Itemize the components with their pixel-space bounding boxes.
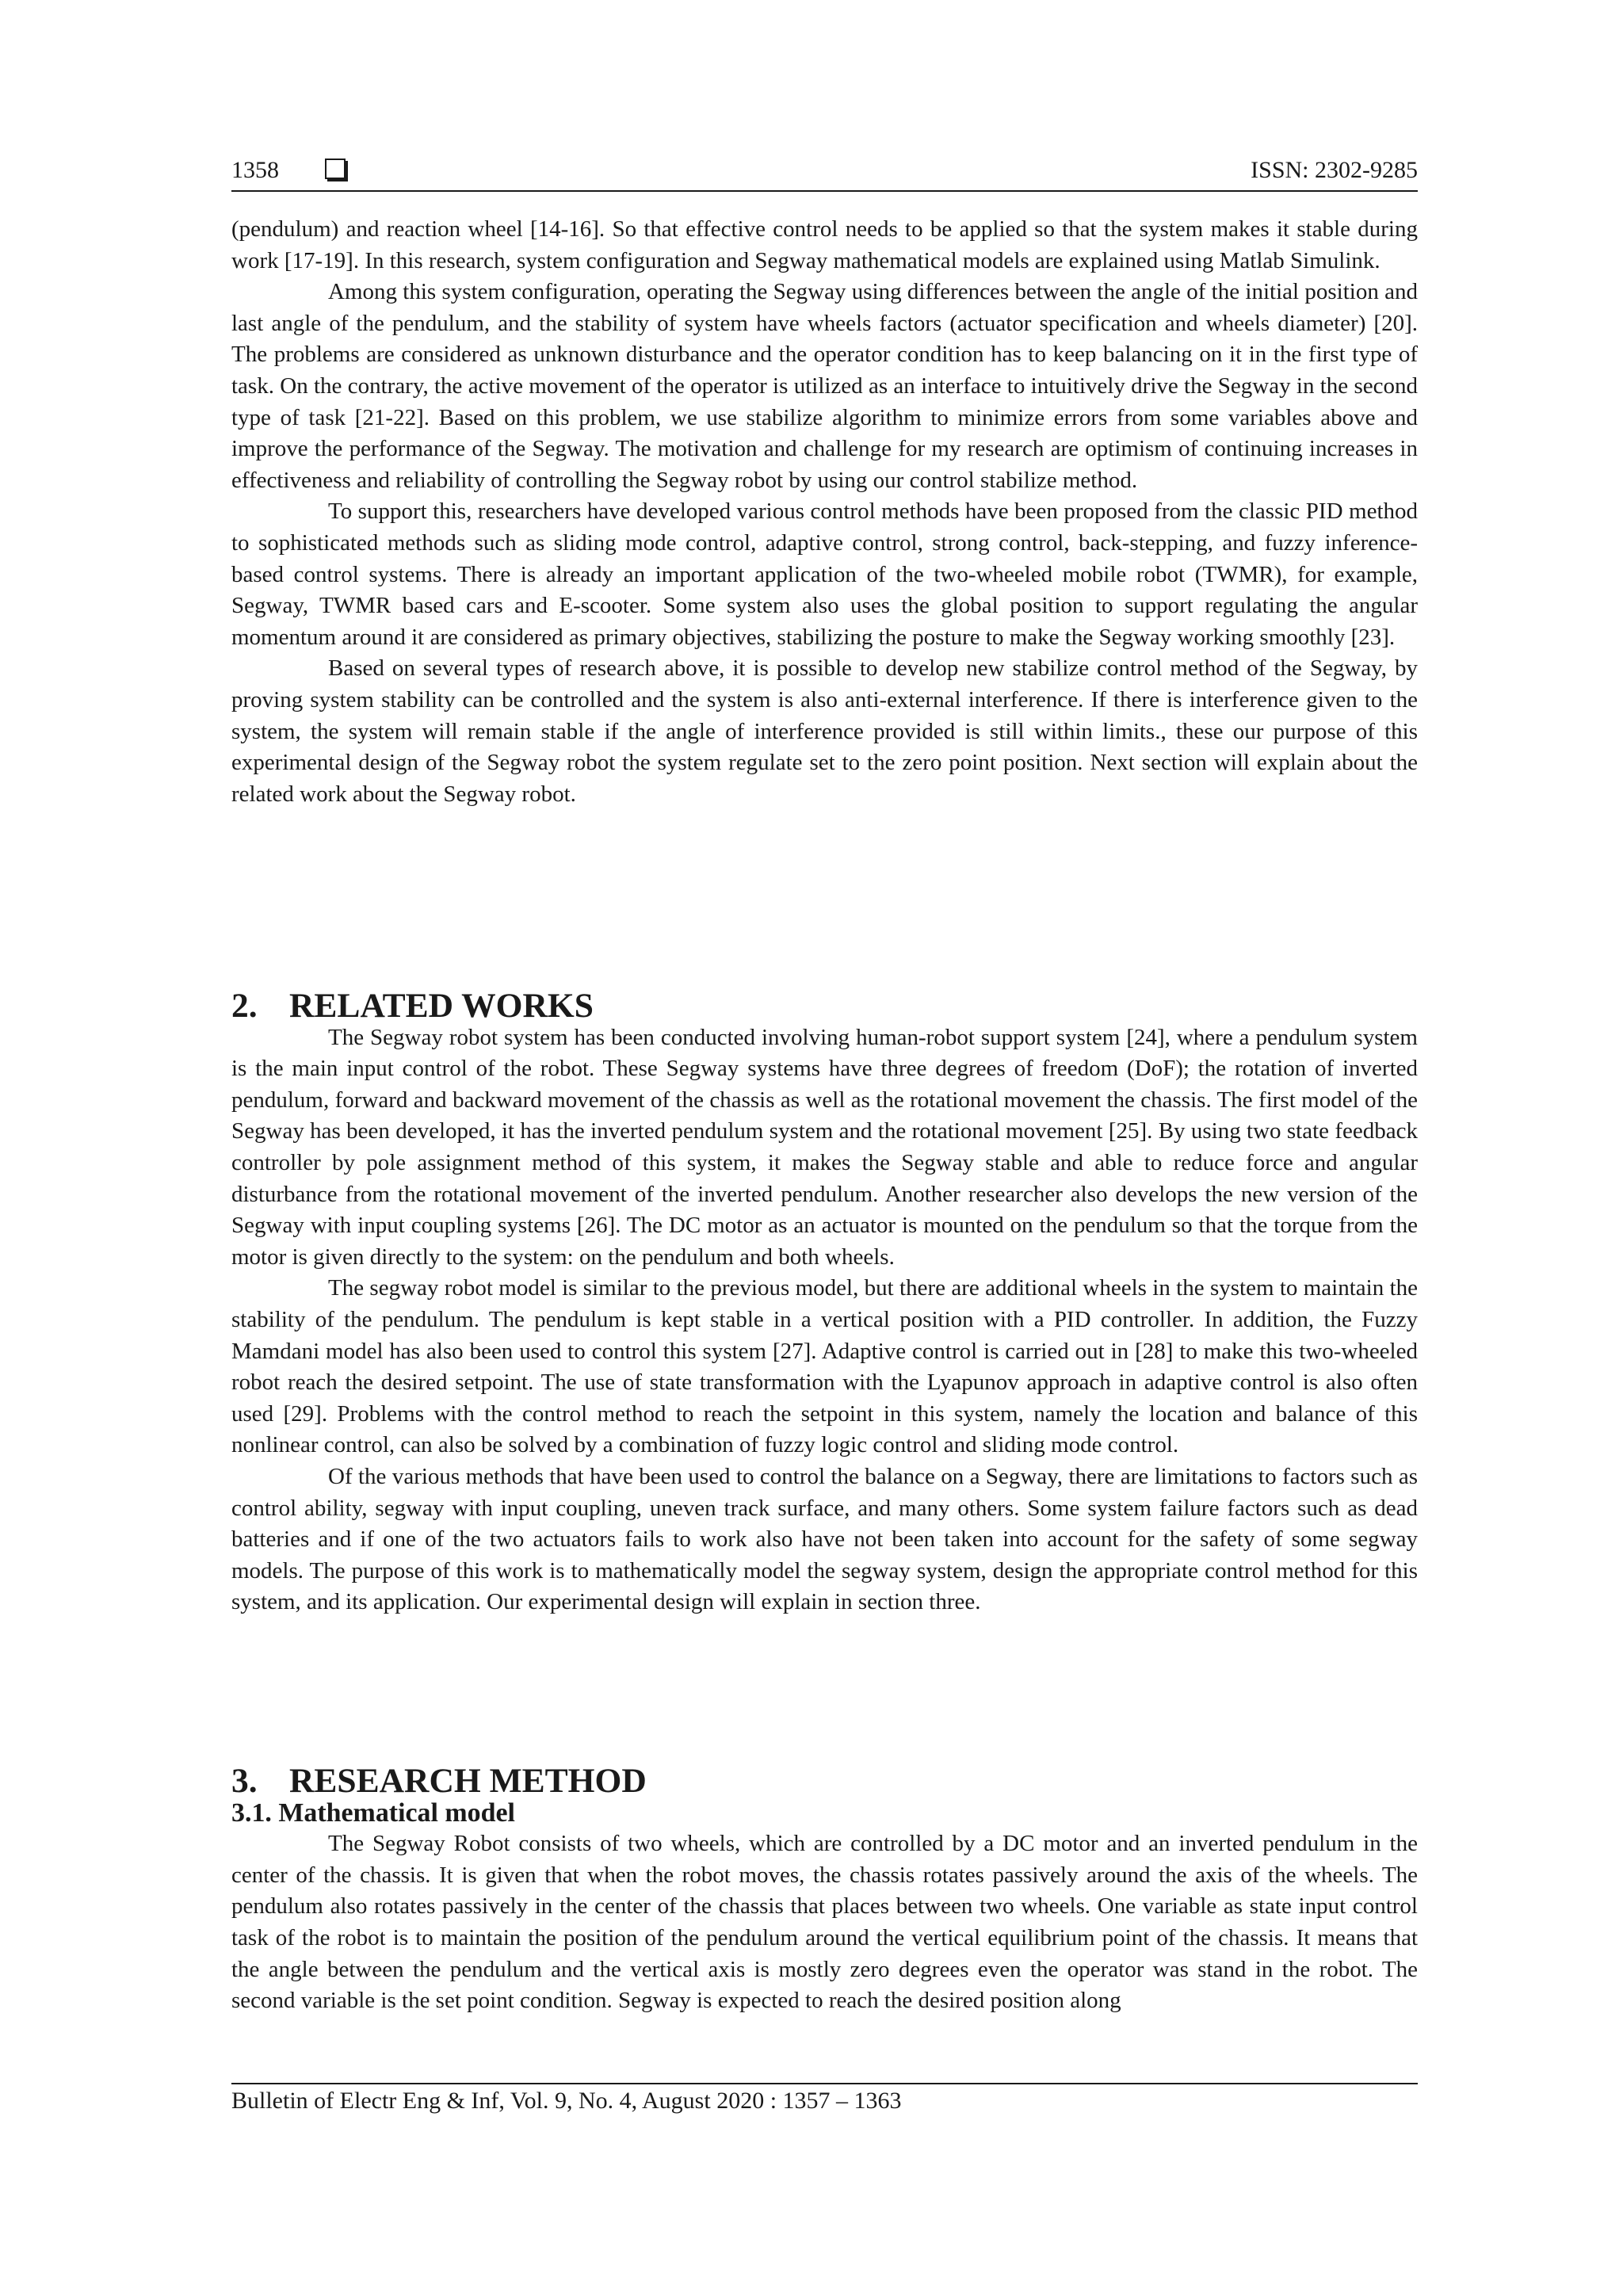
paragraph: Of the various methods that have been used to control the balance on a Segway, there are limitations to factors such as control ability, segway with input coupling, uneven track surface, and many others. Some system failure factors such as dead batteries and if one of the two actuators fails to work also have not been taken into account for the safety of some segway models. The purpose of this work is to mathematically model the segway system, design the appropriate control method for this system, and its application. Our experimental design will explain in section three. [231, 1463, 1418, 1615]
page-header [231, 152, 1418, 193]
paragraph: The segway robot model is similar to the previous model, but there are additional wheels in the system to maintain the stability of the pendulum. The pendulum is kept stable in a vertical position with a PID controller. In addition, the Fuzzy Mamdani model has also been used to control this system [27]. Adaptive control is carried out in [28] to make this two-wheeled robot reach the desired setpoint. The use of state transformation with the Lyapunov approach in adaptive control is also often used [29]. Problems with the control method to reach the setpoint in this system, namely the location and balance of this nonlinear control, can also be solved by a combination of fuzzy logic control and sliding mode control. [231, 1275, 1418, 1458]
intro-continuation [231, 214, 1418, 810]
footer-rule [231, 2083, 1418, 2084]
section-heading [231, 1762, 1418, 1800]
section-title: RESEARCH METHOD [289, 1762, 647, 1800]
subsection-heading: 3.1. Mathematical model [231, 1797, 515, 1828]
header-rule [231, 190, 1418, 192]
section-heading [231, 987, 1418, 1025]
section-number: 2. [231, 987, 258, 1025]
page-number: 1358 [231, 157, 279, 183]
section-research-method [231, 1762, 1418, 2017]
section-related-works [231, 987, 1418, 1618]
section-title: RELATED WORKS [289, 987, 594, 1025]
paragraph: The Segway Robot consists of two wheels, which are controlled by a DC motor and an inverted pendulum in the center of the chassis. It is given that when the robot moves, the chassis rotates passively around the axis of the wheels. The pendulum also rotates passively in the center of the chassis that places between two wheels. One variable as state input control task of the robot is to maintain the position of the pendulum around the vertical equilibrium point of the chassis. It means that the angle between the pendulum and the vertical axis is mostly zero degrees even the operator was stand in the robot. The second variable is the set point condition. Segway is expected to reach the desired position along [231, 1831, 1418, 2014]
square-bullet-icon [325, 159, 346, 179]
journal-citation: Bulletin of Electr Eng & Inf, Vol. 9, No. 4, August 2020 : 1357 – 1363 [231, 2088, 902, 2114]
paragraph: (pendulum) and reaction wheel [14-16]. So that effective control needs to be applied so that the system makes it stable during work [17-19]. In this research, system configuration and Segway mathematical models are explained using Matlab Simulink. [231, 216, 1418, 273]
page-footer [231, 2083, 1418, 2115]
section-number: 3. [231, 1762, 258, 1800]
paragraph: To support this, researchers have developed various control methods have been proposed from the classic PID method to sophisticated methods such as sliding mode control, adaptive control, strong control, back-stepping, and fuzzy inference-based control systems. There is already an important application of the two-wheeled mobile robot (TWMR), for example, Segway, TWMR based cars and E-scooter. Some system also uses the global position to support regulating the angular momentum around it are considered as primary objectives, stabilizing the posture to make the Segway working smoothly [23]. [231, 499, 1418, 650]
issn-label: ISSN: 2302-9285 [1251, 157, 1418, 183]
paragraph: Based on several types of research above, it is possible to develop new stabilize control method of the Segway, by proving system stability can be controlled and the system is also anti-external interference. If there is interference given to the system, the system will remain stable if the angle of interference provided is still within limits., these our purpose of this experimental design of the Segway robot the system regulate set to the zero point position. Next section will explain about the related work about the Segway robot. [231, 655, 1418, 807]
paragraph: Among this system configuration, operating the Segway using differences between the angle of the initial position and last angle of the pendulum, and the stability of system have wheels factors (actuator specification and wheels diameter) [20]. The problems are considered as unknown disturbance and the operator condition has to keep balancing on it in the first type of task. On the contrary, the active movement of the operator is utilized as an interface to intuitively drive the Segway in the second type of task [21-22]. Based on this problem, we use stabilize algorithm to minimize errors from some variables above and improve the performance of the Segway. The motivation and challenge for my research are optimism of continuing increases in effectiveness and reliability of controlling the Segway robot by using our control stabilize method. [231, 279, 1418, 493]
paragraph: The Segway robot system has been conducted involving human-robot support system [24], where a pendulum system is the main input control of the robot. These Segway systems have three degrees of freedom (DoF); the rotation of inverted pendulum, forward and backward movement of the chassis as well as the rotational movement the chassis. The first model of the Segway has been developed, it has the inverted pendulum system and the rotational movement [25]. By using two state feedback controller by pole assignment method of this system, it makes the Segway stable and able to reduce force and angular disturbance from the rotational movement of the inverted pendulum. Another researcher also develops the new version of the Segway with input coupling systems [26]. The DC motor as an actuator is mounted on the pendulum so that the torque from the motor is given directly to the system: on the pendulum and both wheels. [231, 1024, 1418, 1270]
